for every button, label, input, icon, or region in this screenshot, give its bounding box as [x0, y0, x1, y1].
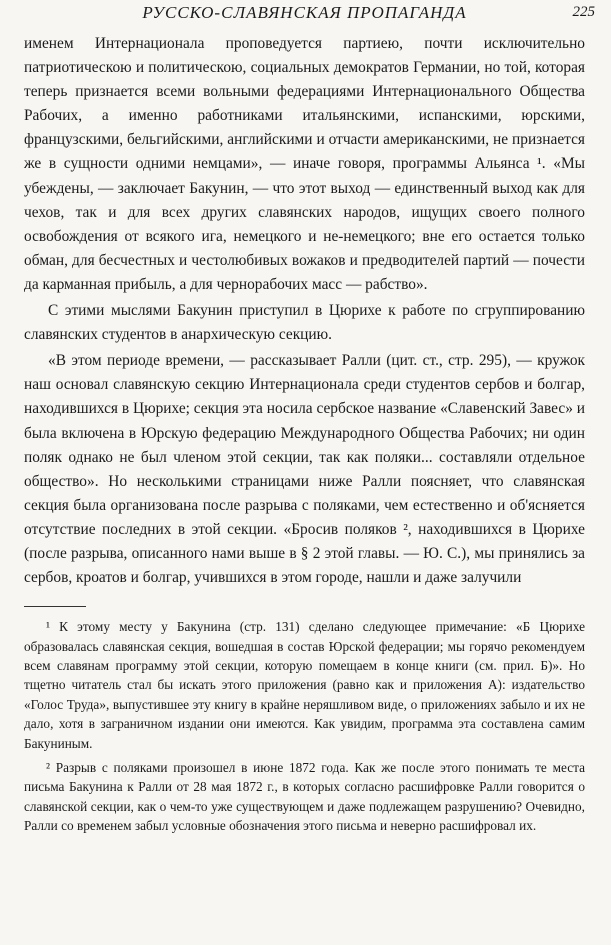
- paragraph: именем Интернационала проповедуется партиею, почти исключительно патриотическою и политическою, социальных демократов Германии, но той, которая теперь признается всеми вольными федерациями Интернационального Общества Рабочих, а именно работниками итальянскими, испанскими, юрскими, французскими, бельгийскими, английскими и отчасти американскими, не признается же в сущности одними немцами», — иначе говоря, программы Альянса ¹. «Мы убеждены, — заключает Бакунин, — что этот выход — единственный выход как для чехов, так и для всех других славянских народов, ищущих своего полного освобождения от всякого ига, немецкого и не-немецкого; вне его остается только обман, для бесчестных и честолюбивых вожаков и предводителей партий — почести да карманная прибыль, а для чернорабочих масс — рабство».: [24, 35, 585, 293]
- paragraph: «В этом периоде времени, — рассказывает Ралли (цит. ст., стр. 295), — кружок наш основал славянскую секцию Интернационала среди студентов сербов и болгар, находившихся в Цюрихе; секция эта носила сербское название «Славенский Завес» и была включена в Юрскую федерацию Международного Общества Рабочих; ни один поляк однако не был членом этой секции, так как поляки... составляли отдельное общество». Но несколькими страницами ниже Ралли поясняет, что славянская секция была организована после разрыва с поляками, чем естественно и об'ясняется отсутствие последних в этой секции. «Бросив поляков ², находившихся в Цюрихе (после разрыва, описанного нами выше в § 2 этой главы. — Ю. С.), мы принялись за сербов, кроатов и болгар, учившихся в этом городе, нашли и даже залучили: [24, 352, 585, 587]
- page-header: [24, 2, 595, 26]
- running-title: РУССКО-СЛАВЯНСКАЯ ПРОПАГАНДА: [142, 3, 467, 22]
- main-text: [24, 32, 585, 590]
- paragraph: С этими мыслями Бакунин приступил в Цюрихе к работе по сгруппированию славянских студентов в анархическую секцию.: [24, 302, 585, 344]
- footnote-separator: [24, 606, 86, 607]
- page-number: 225: [572, 4, 595, 20]
- footnote: ² Разрыв с поляками произошел в июне 1872 года. Как же после этого понимать те места письма Бакунина к Ралли от 28 мая 1872 г., в которых согласно расшифровке Ралли говорится о славянской секции, как о чем-то уже существующем и даже подлежащем разрушению? Очевидно, Ралли со временем забыл условные обозначения этого письма и неверно расшифровал их.: [24, 760, 585, 834]
- footnotes: [24, 617, 585, 835]
- footnote: ¹ К этому месту у Бакунина (стр. 131) сделано следующее примечание: «Б Цюрихе образовалась славянская секция, вошедшая в состав Юрской федерации; мы горячо рекомендуем всем славянам программу этой секции, которую помещаем в конце книги (см. прил. Б)». Но тщетно читатель стал бы искать этого приложения (равно как и приложения А): издательство «Голос Труда», выпустившее эту книгу в крайне неряшливом виде, о приложениях забыло и их не дало, хотя в заграничном издании они имеются. Как увидим, программа эта составлена самим Бакуниным.: [24, 619, 585, 751]
